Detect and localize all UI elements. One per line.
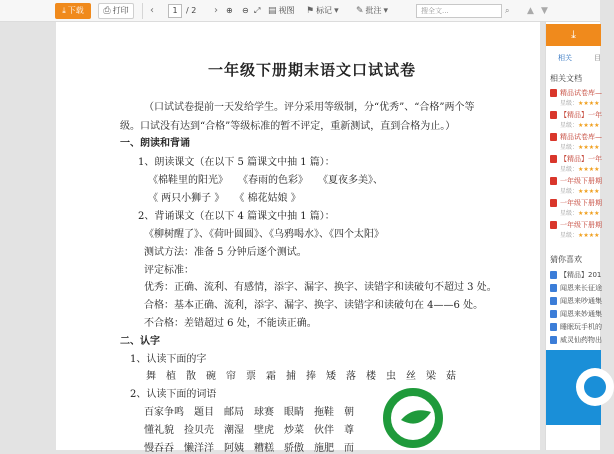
item-text: 1、认读下面的字 <box>130 354 207 365</box>
related-item[interactable] <box>550 110 610 132</box>
guess-item[interactable] <box>550 309 610 319</box>
item-text: 懂礼貌 捡贝壳 潮湿 壁虎 炒菜 伙伴 尊 <box>144 425 354 436</box>
guess-item-title[interactable]: 睡眠玩手机的 <box>560 323 602 331</box>
item-text: 《柳树醒了》、《荷叶圆圆》、《乌鸦喝水》、《四个太阳》 <box>144 229 384 240</box>
guess-item[interactable] <box>550 283 610 293</box>
doc-icon <box>550 297 557 305</box>
item-text: 《 两只小狮子 》 《 棉花姑娘 》 <box>148 193 301 204</box>
guess-item-title[interactable]: 威灵仙药物出 <box>560 336 602 344</box>
download-icon: ⤓ <box>571 28 576 41</box>
rating: 星级：★★★★ <box>560 100 600 107</box>
page-number-input[interactable]: 1 <box>168 4 182 18</box>
download-icon: ⤓ <box>62 6 66 15</box>
guess-item-title[interactable]: 【精品】201 <box>560 271 602 279</box>
item-text: 2、认读下面的词语 <box>130 389 217 400</box>
view-button[interactable] <box>268 3 295 19</box>
related-item[interactable] <box>550 176 610 198</box>
item-text: 百家争鸣 题目 邮局 球赛 眼睛 拖鞋 朝 <box>144 407 354 418</box>
guess-title: 猜你喜欢 <box>550 255 582 264</box>
doc-icon <box>550 336 557 344</box>
pdf-icon <box>550 155 557 163</box>
item-text: 优秀：正确、流利、有感情，添字、漏字、换字、读错字和读破句不超过 3 处。 <box>144 282 497 293</box>
rating: 星级：★★★★ <box>560 210 600 217</box>
download-button[interactable] <box>55 3 91 19</box>
item-text: 合格：基本正确、流利，添字、漏字、换字、读错字和读破句在 4——6 处。 <box>144 300 484 311</box>
page-total: / 2 <box>186 6 197 15</box>
related-item-title[interactable]: 一年级下册期 <box>560 177 602 185</box>
rating: 星级：★★★★ <box>560 232 600 239</box>
item-text: 测试方法：准备 5 分钟后逐个测试。 <box>144 247 307 258</box>
print-icon: ⎙ <box>103 6 111 16</box>
item-text: 1、朗读课文（在以下 5 篇课文中抽 1 篇）： <box>138 157 335 168</box>
pen-icon: ✎ <box>356 6 364 16</box>
tab-related[interactable]: 相关 <box>558 54 572 62</box>
document-page <box>56 22 540 454</box>
rating: 星级：★★★★ <box>560 122 600 129</box>
chevron-down-icon: ▾ <box>383 6 389 16</box>
prev-page-icon[interactable]: ‹ <box>150 5 154 16</box>
next-page-icon[interactable]: › <box>214 5 218 16</box>
section-heading: 二、认字 <box>120 336 160 347</box>
related-item[interactable] <box>550 154 610 176</box>
pdf-icon <box>550 89 557 97</box>
ad-banner[interactable] <box>546 350 601 425</box>
fit-page-icon[interactable]: ⤢ <box>254 6 261 15</box>
guess-item[interactable] <box>550 270 610 280</box>
guess-item-title[interactable]: 闻恩来长征途 <box>560 284 602 292</box>
related-item-title[interactable]: 一年级下册期 <box>560 199 602 207</box>
print-label: 打印 <box>112 6 129 15</box>
view-label: 视图 <box>278 6 295 15</box>
related-item-title[interactable]: 【精品】一年 <box>560 155 602 163</box>
view-icon: ▤ <box>268 6 277 16</box>
related-item[interactable] <box>550 198 610 220</box>
doc-icon <box>550 310 557 318</box>
related-title: 相关文档 <box>550 74 582 83</box>
doc-icon <box>550 323 557 331</box>
sidebar <box>545 22 600 450</box>
print-button[interactable] <box>98 3 134 19</box>
item-text: 2、背诵课文（在以下 4 篇课文中抽 1 篇）： <box>138 211 335 222</box>
pdf-icon <box>550 177 557 185</box>
chevron-down-icon: ▾ <box>334 6 339 16</box>
intro-text: （口试试卷提前一天发给学生。评分采用等级制，分“优秀”、“合格”两个等 <box>144 102 475 113</box>
item-text: 《棉鞋里的阳光》 《春雨的色彩》 《夏夜多美》、 <box>148 175 383 186</box>
download-label: 下载 <box>67 6 84 15</box>
divider <box>142 3 143 19</box>
site-logo-icon <box>383 384 443 448</box>
pdf-icon <box>550 199 557 207</box>
zoom-out-icon[interactable]: ⊖ <box>242 6 249 15</box>
related-item[interactable] <box>550 88 610 110</box>
guess-item[interactable] <box>550 335 610 345</box>
related-item-title[interactable]: 精品试卷库— <box>560 133 602 141</box>
pdf-icon <box>550 111 557 119</box>
doc-icon <box>550 284 557 292</box>
down-arrow-icon[interactable]: ▼ <box>541 6 548 16</box>
intro-text: 级。口试没有达到“合格”等级标准的暂不评定，重新测试，直到合格为止。） <box>120 121 456 132</box>
related-item[interactable] <box>550 132 610 154</box>
note-label: 批注 <box>365 6 382 15</box>
rating: 星级：★★★★ <box>560 188 600 195</box>
tab-catalog[interactable]: 目 <box>594 54 601 62</box>
mark-button[interactable] <box>306 3 339 19</box>
doc-icon <box>550 271 557 279</box>
item-text: 评定标准： <box>144 265 194 276</box>
banner-graphic <box>584 376 606 398</box>
guess-item-title[interactable]: 闻恩来吵通集 <box>560 297 602 305</box>
rating: 星级：★★★★ <box>560 166 600 173</box>
related-item-title[interactable]: 精品试卷库— <box>560 89 602 97</box>
pdf-icon <box>550 133 557 141</box>
search-input[interactable]: 搜全文... <box>416 4 502 18</box>
up-arrow-icon[interactable]: ▲ <box>527 6 534 16</box>
note-button[interactable] <box>356 3 388 19</box>
sidebar-tabs <box>546 52 601 64</box>
page-title: 一年级下册期末语文口试试卷 <box>208 61 417 79</box>
guess-item[interactable] <box>550 296 610 306</box>
mark-label: 标记 <box>316 6 333 15</box>
item-text: 慢吞吞 懒洋洋 阿姨 糟糕 骄傲 施肥 而 <box>144 443 354 454</box>
related-item-title[interactable]: 一年级下册期 <box>560 221 602 229</box>
item-text: 舞 植 散 碗 帘 票 霜 捕 捧 矮 落 楼 虫 丝 梁 菇 <box>146 371 456 382</box>
guess-item[interactable] <box>550 322 610 332</box>
guess-item-title[interactable]: 闻恩来妙通集 <box>560 310 602 318</box>
rating: 星级：★★★★ <box>560 144 600 151</box>
section-heading: 一、朗读和背诵 <box>120 138 190 149</box>
related-item[interactable] <box>550 220 610 242</box>
zoom-in-icon[interactable]: ⊕ <box>226 6 233 15</box>
bookmark-icon: ⚑ <box>306 6 315 16</box>
toolbar <box>0 0 600 22</box>
related-item-title[interactable]: 【精品】一年 <box>560 111 602 119</box>
item-text: 不合格：差错超过 6 处，不能读正确。 <box>144 318 317 329</box>
pdf-icon <box>550 221 557 229</box>
search-icon[interactable]: ⌕ <box>505 6 510 15</box>
sidebar-download-button[interactable] <box>546 24 601 46</box>
